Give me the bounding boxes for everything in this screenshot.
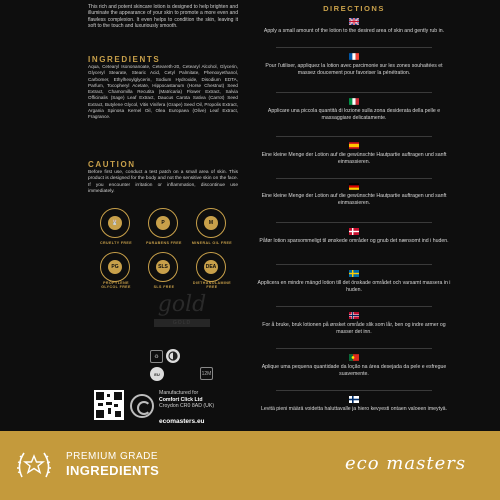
direction-entry <box>244 270 464 294</box>
direction-text: Eine kleine Menge der Lotion auf die gewünschte Hautpartie auftragen und sanft einmassieren. <box>261 152 447 166</box>
directions-title: DIRECTIONS <box>323 4 385 13</box>
ecomasters-circle-logo-icon <box>130 394 154 418</box>
divider <box>276 136 432 137</box>
manufacturer-line1: Manufactured for <box>159 390 199 396</box>
direction-text: Aplique uma pequena quantidade da loção na área desejada da pele e esfregue suavemente. <box>261 364 447 378</box>
italy-flag-icon <box>349 98 359 105</box>
pao-icon: 12M <box>200 367 213 380</box>
badge-caption: PROPYLENE GLYCOL FREE <box>101 281 131 289</box>
droplet-icon: M <box>204 216 218 230</box>
direction-text: Applicare una piccola quantità di lozione sulla zona desiderata della pelle e massaggiare delicatamente. <box>267 108 441 122</box>
direction-text: Applicera en mindre mängd lotion till det önskade området och varsamt massera in i huden. <box>257 280 451 294</box>
premium-grade-label <box>66 451 159 478</box>
badge-caption: MINERAL OIL FREE <box>191 241 233 245</box>
star-wreath-icon <box>12 443 56 487</box>
divider <box>276 348 432 349</box>
direction-entry <box>244 354 464 378</box>
intro-text: This rich and potent skincare lotion is designed to help brighten and illuminate the appearance of your skin to promote a more even and flawless complexion. It even helps to condition the skin, leaving it soft to the touch and luxuriously smooth. <box>88 4 238 29</box>
direction-text: Eine kleine Menge der Lotion auf die gewünschte Hautpartie auftragen und sanft einmassieren. <box>261 193 447 207</box>
sweden-flag-icon <box>349 270 359 277</box>
caution-text: Before first use, conduct a test patch on a small area of skin. This product is designed for the body and not the sensitive skin on the face. If you encounter irritation or inflammation, discontinue use immediately. <box>88 170 238 194</box>
right-column <box>244 0 500 431</box>
left-column <box>0 0 244 431</box>
direction-entry <box>244 53 464 77</box>
finland-flag-icon <box>349 396 359 403</box>
gold-logo-bar: GOLD <box>154 319 210 327</box>
direction-text: Apply a small amount of the lotion to the desired area of skin and gently rub in. <box>263 28 445 34</box>
france-flag-icon <box>349 53 359 60</box>
direction-entry <box>244 228 464 245</box>
badge-caption: DIETHANOLAMINE FREE <box>192 281 232 289</box>
sls-free-badge <box>148 252 178 289</box>
cruelty-free-badge <box>99 208 133 245</box>
caution-title: CAUTION <box>88 160 136 169</box>
qr-code <box>94 390 124 420</box>
divider <box>276 264 432 265</box>
parabens-icon: P <box>156 216 170 230</box>
pg-icon: PG <box>108 260 122 274</box>
manufacturer-company: Comfort Click Ltd <box>159 396 203 403</box>
recycle-icon: ♻ <box>150 350 163 363</box>
divider <box>276 47 432 48</box>
divider <box>276 178 432 179</box>
ingredients-title: INGREDIENTS <box>88 55 161 64</box>
badge-caption: SLS FREE <box>153 285 175 289</box>
manufacturer-info <box>159 390 244 410</box>
direction-entry <box>244 18 464 35</box>
direction-entry <box>244 396 464 413</box>
eu-icon: EU <box>150 367 164 381</box>
diethanolamine-free-badge <box>192 252 232 289</box>
propylene-glycol-free-badge <box>100 252 131 289</box>
gold-logo <box>150 292 214 332</box>
mineral-oil-free-badge <box>191 208 233 245</box>
spain-flag-icon <box>349 142 359 149</box>
green-dot-icon <box>166 349 180 363</box>
divider <box>276 390 432 391</box>
badge-caption: PARABENS FREE <box>146 241 182 245</box>
premium-line2: INGREDIENTS <box>66 463 160 478</box>
manufacturer-address: Croydon CR0 8AD (UK) <box>159 403 215 409</box>
parabens-free-badge <box>146 208 182 245</box>
direction-text: Pour l'utiliser, appliquez la lotion avec parcimonie sur les zones souhaitées et massez doucement pour favoriser la pénétration. <box>265 63 443 77</box>
gold-logo-word: gold <box>157 292 207 317</box>
badge-caption: CRUELTY FREE <box>99 241 133 245</box>
footer-band <box>0 431 500 500</box>
rabbit-icon: 🐰 <box>108 216 122 230</box>
ingredients-text: Aqua, Cetearyl Isononanoate, Ceteareth-20, Cetearyl Alcohol, Glycerin, Glyceryl Stearate, Stearic Acid, Cetyl Palmitate, Phenoxyethanol, Carbomer, Ethylhexylglycerin, Sodium Hydroxide, Disodium EDTA, Parfum, Tocopheryl Acetate, Hippocastanum (Horse Chestnut) Seed Extract, Chamomilla Recutita (Matricaria) Flower Extract, Salvia Officinalis (Sage) Leaf Extract, Daucus Carota Sativa (Carrot) Seed Extract, Butylene Glycol, Vitis Vinifera (Grape) Seed Oil, Propolis Extract, Argania Spinosa Kernel Oil, Olea Europaea (Olive) Leaf Extract, Fragrance. <box>88 64 238 119</box>
brand-logo: eco masters <box>345 453 467 474</box>
dea-icon: DEA <box>204 260 218 274</box>
denmark-flag-icon <box>349 228 359 235</box>
direction-entry <box>244 142 464 166</box>
sls-icon: SLS <box>156 260 170 274</box>
portugal-flag-icon <box>349 354 359 361</box>
direction-text: Levitä pieni määrä voidetta haluttavalle ja hiero kevyesti ontaen valoeen imeytyä. <box>261 406 447 412</box>
website-link: ecomasters.eu <box>159 418 205 425</box>
uk-flag-icon <box>349 18 359 25</box>
divider <box>276 306 432 307</box>
direction-entry <box>244 98 464 122</box>
germany-flag-icon <box>349 183 359 190</box>
direction-entry <box>244 312 464 336</box>
direction-text: Påfør lotion sparsommeligt til ønskede områder og gnub det nænsomt ind i huden. <box>259 238 449 244</box>
direction-text: For å bruke, bruk lotionen på ønsket område slik som lår, ben og indre armer og masser det inn. <box>262 322 446 336</box>
premium-line1: PREMIUM GRADE <box>66 451 159 462</box>
norway-flag-icon <box>349 312 359 319</box>
divider <box>276 222 432 223</box>
direction-entry <box>244 183 464 207</box>
divider <box>276 92 432 93</box>
